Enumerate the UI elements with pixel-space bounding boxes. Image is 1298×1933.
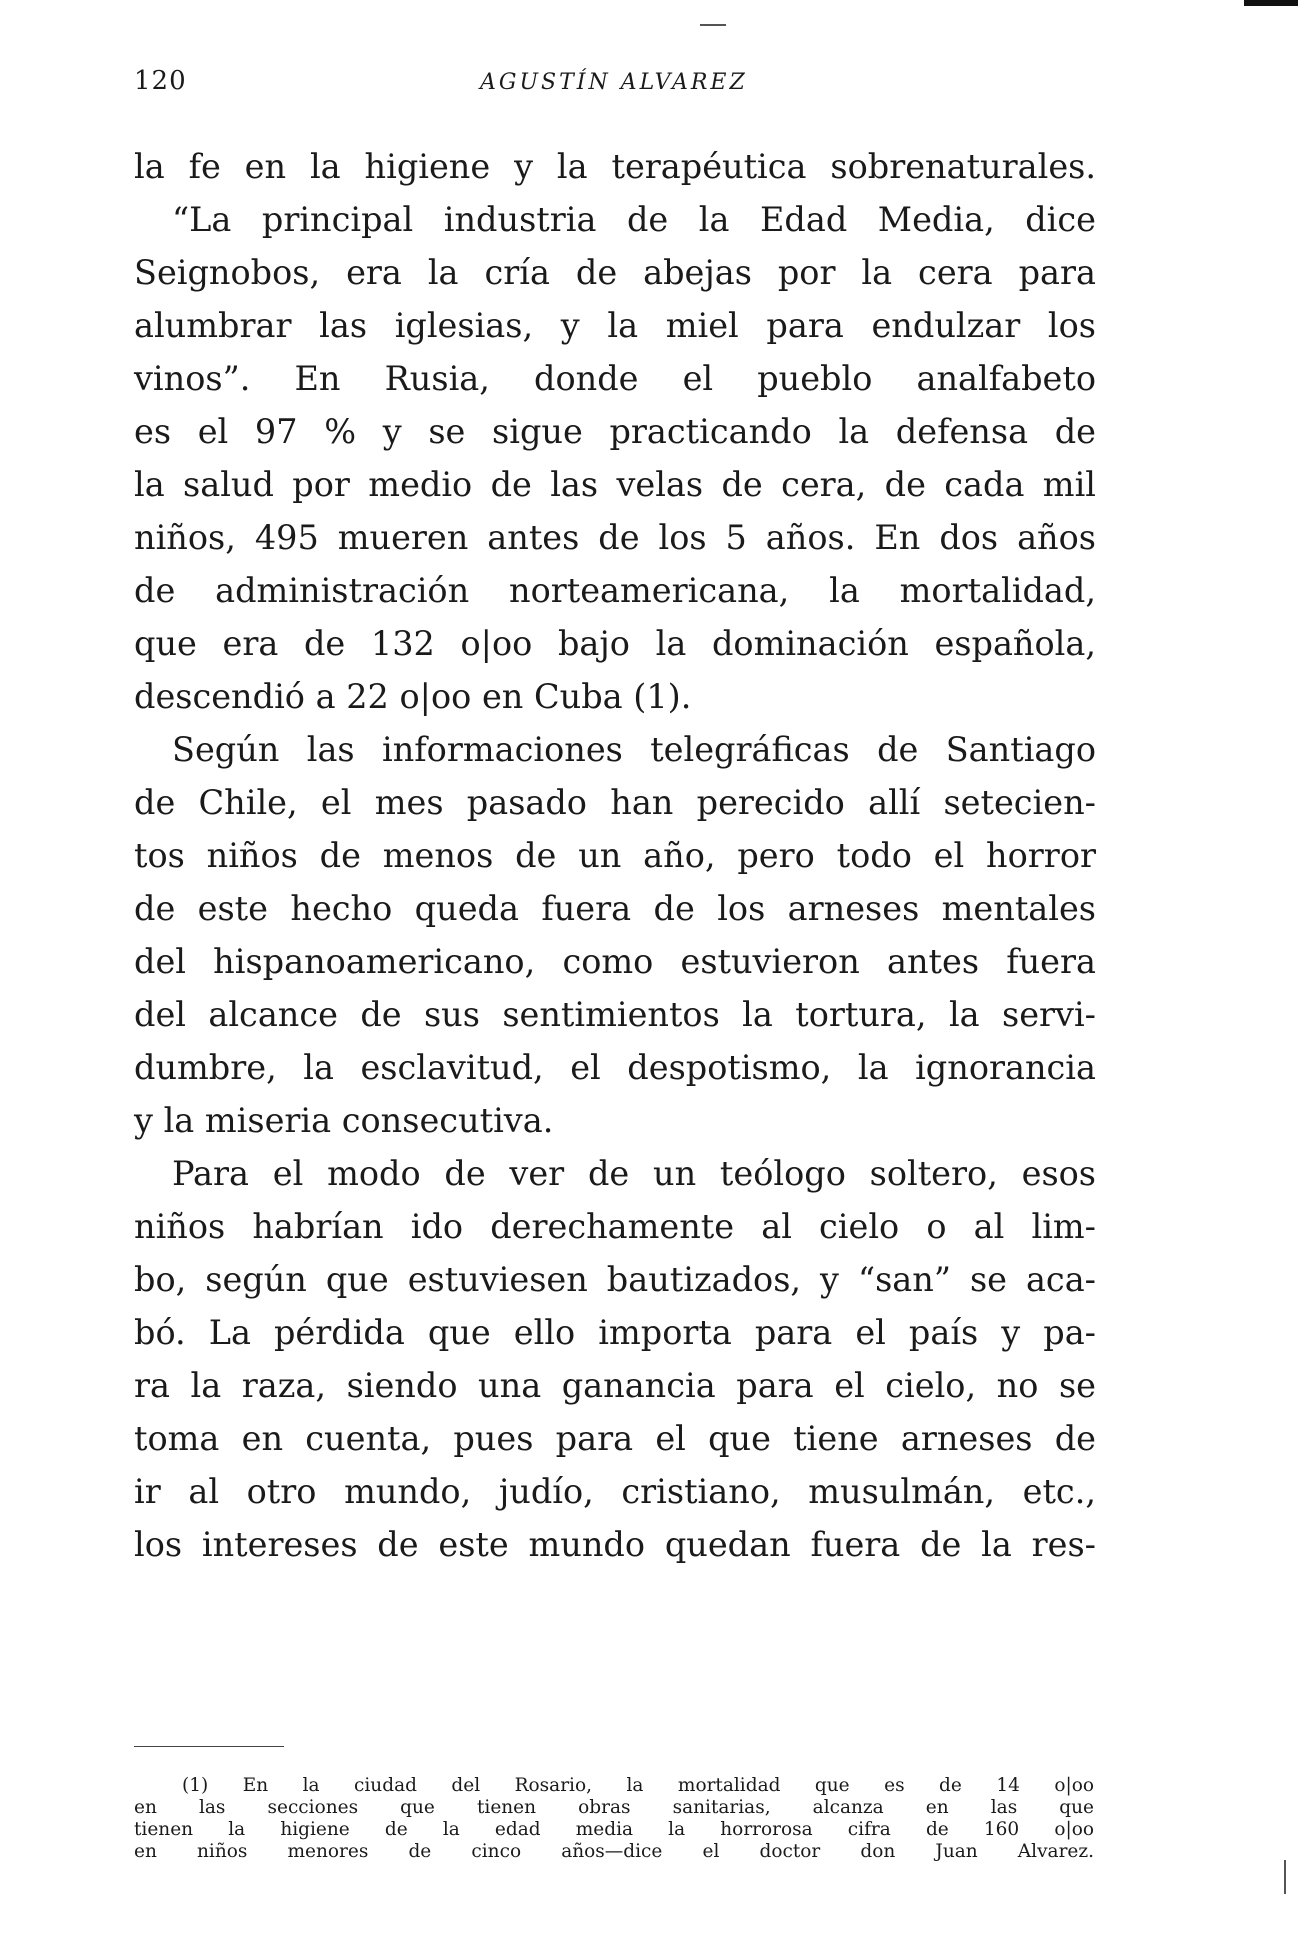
text-line: niños habrían ido derechamente al cielo o al lim- [134, 1207, 1096, 1246]
text-line: Para el modo de ver de un teólogo soltero, esos [172, 1154, 1096, 1193]
footnote-line: tienen la higiene de la edad media la horrorosa cifra de 160 o|oo [134, 1819, 1094, 1840]
page-edge-mark [1244, 0, 1298, 6]
text-line: Según las informaciones telegráficas de Santiago [172, 730, 1096, 769]
footnote [134, 1775, 1094, 1863]
text-line: de este hecho queda fuera de los arneses mentales [134, 889, 1096, 928]
text-line: bó. La pérdida que ello importa para el país y pa- [134, 1313, 1096, 1352]
text-line: niños, 495 mueren antes de los 5 años. En dos años [134, 518, 1096, 557]
text-line: “La principal industria de la Edad Media, dice [172, 200, 1096, 239]
text-line: los intereses de este mundo quedan fuera de la res- [134, 1525, 1096, 1564]
page-edge-line [1284, 1860, 1286, 1894]
footnote-line: en las secciones que tienen obras sanitarias, alcanza en las que [134, 1797, 1094, 1818]
footnote-rule [134, 1746, 284, 1747]
text-line: que era de 132 o|oo bajo la dominación española, [134, 624, 1096, 663]
text-line: de administración norteamericana, la mortalidad, [134, 571, 1096, 610]
body-text [134, 140, 1096, 1571]
text-line: es el 97 % y se sigue practicando la defensa de [134, 412, 1096, 451]
text-line: y la miseria consecutiva. [134, 1101, 554, 1140]
running-head: AGUSTÍN ALVAREZ [480, 70, 748, 95]
text-line: vinos”. En Rusia, donde el pueblo analfabeto [134, 359, 1096, 398]
text-line: ra la raza, siendo una ganancia para el cielo, no se [134, 1366, 1096, 1405]
text-line: dumbre, la esclavitud, el despotismo, la ignorancia [134, 1048, 1096, 1087]
text-line: descendió a 22 o|oo en Cuba (1). [134, 677, 692, 716]
text-line: tos niños de menos de un año, pero todo el horror [134, 836, 1096, 875]
page-number: 120 [134, 66, 187, 96]
top-dash-mark [700, 24, 726, 26]
text-line: toma en cuenta, pues para el que tiene arneses de [134, 1419, 1096, 1458]
text-line: del hispanoamericano, como estuvieron antes fuera [134, 942, 1096, 981]
text-line: Seignobos, era la cría de abejas por la cera para [134, 253, 1096, 292]
text-line: la fe en la higiene y la terapéutica sobrenaturales. [134, 147, 1096, 186]
text-line: alumbrar las iglesias, y la miel para endulzar los [134, 306, 1096, 345]
footnote-line: (1) En la ciudad del Rosario, la mortalidad que es de 14 o|oo [182, 1775, 1094, 1796]
text-line: bo, según que estuviesen bautizados, y “san” se aca- [134, 1260, 1096, 1299]
text-line: de Chile, el mes pasado han perecido allí setecien- [134, 783, 1096, 822]
footnote-line: en niños menores de cinco años—dice el doctor don Juan Alvarez. [134, 1841, 1094, 1862]
text-line: la salud por medio de las velas de cera, de cada mil [134, 465, 1096, 504]
text-line: del alcance de sus sentimientos la tortura, la servi- [134, 995, 1096, 1034]
text-line: ir al otro mundo, judío, cristiano, musulmán, etc., [134, 1472, 1096, 1511]
